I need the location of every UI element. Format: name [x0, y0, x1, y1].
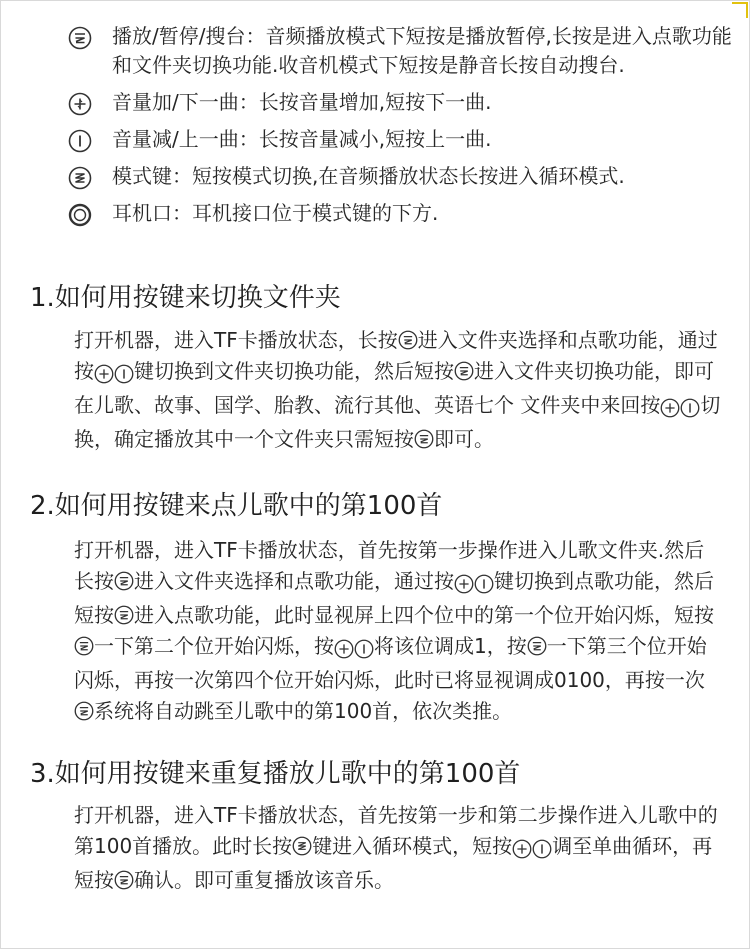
plus-minus-key-pair	[454, 569, 494, 600]
section-body-2	[74, 535, 724, 727]
play-pause-key-icon	[114, 571, 134, 591]
plus-key-icon	[68, 92, 92, 116]
minus-key-icon	[532, 839, 552, 859]
legend-item-mode	[68, 162, 738, 191]
body-text: 一下第三个位开始闪烁，再按一次第四个位开始闪烁，此时已将显视调成0100，再按一次	[74, 634, 707, 692]
plus-key-icon	[94, 364, 114, 384]
plus-key-icon	[512, 839, 532, 859]
section-heading-3: 3.如何用按键来重复播放儿歌中的第100首	[30, 759, 521, 789]
mode-key-icon	[292, 836, 312, 856]
plus-minus-key-pair	[512, 834, 552, 865]
legend-item-play-pause	[68, 22, 738, 80]
play-pause-key-icon	[68, 26, 92, 50]
legend-text: 模式键：短按模式切换,在音频播放状态长按进入循环模式.	[112, 164, 625, 188]
body-text: 切换，确定播放其中一个文件夹只需短按	[74, 393, 721, 451]
legend-item-headphone	[68, 199, 738, 228]
minus-key-icon	[474, 574, 494, 594]
plus-key-icon	[334, 639, 354, 659]
body-text: 打开机器，进入TF卡播放状态，长按	[74, 328, 398, 352]
section-body-1	[74, 325, 724, 455]
body-text: 进入文件夹选择和点歌功能，通过按	[74, 328, 718, 383]
plus-minus-key-pair	[94, 359, 134, 390]
plus-key-icon	[660, 398, 680, 418]
body-text: 将该位调成1，按	[374, 634, 527, 658]
body-text: 进入文件夹切换功能，即可在儿歌、故事、国学、胎教、流行其他、英语七个 文件夹中来回按	[74, 359, 714, 417]
legend-item-volume-down	[68, 125, 738, 154]
legend-text: 耳机口：耳机接口位于模式键的下方.	[112, 201, 439, 225]
legend-text: 音量减/上一曲：长按音量减小,短按上一曲.	[112, 127, 492, 151]
play-pause-key-icon	[414, 429, 434, 449]
mode-key-icon	[68, 166, 92, 190]
legend-item-volume-up	[68, 88, 738, 117]
play-pause-key-icon	[454, 361, 474, 381]
minus-key-icon	[68, 129, 92, 153]
body-text: 进入文件夹选择和点歌功能，通过按	[134, 569, 454, 593]
plus-minus-key-pair	[334, 634, 374, 665]
play-pause-key-icon	[398, 330, 418, 350]
plus-minus-key-pair	[660, 393, 700, 424]
body-text: 即可。	[434, 427, 494, 451]
minus-key-icon	[114, 364, 134, 384]
headphone-jack-icon	[68, 203, 92, 227]
play-pause-key-icon	[74, 701, 94, 721]
play-pause-key-icon	[527, 636, 547, 656]
body-text: 进入点歌功能，此时显视屏上四个位中的第一个位开始闪烁，短按	[134, 603, 714, 627]
body-text: 打开机器，进入TF卡播放状态，首先按第一步和第二步操作进入儿歌中的第100首播放。此时长按	[74, 803, 718, 858]
body-text: 调至单曲循环，再短按	[74, 834, 713, 892]
legend-text: 播放/暂停/搜台：音频播放模式下短按是播放暂停,长按是进入点歌功能和文件夹切换功能.收音机模式下短按是静音长按自动搜台.	[112, 24, 732, 77]
legend-text: 音量加/下一曲：长按音量增加,短按下一曲.	[112, 90, 492, 114]
play-pause-key-icon	[114, 870, 134, 890]
body-text: 键进入循环模式，短按	[312, 834, 513, 858]
minus-key-icon	[354, 639, 374, 659]
section-heading-1: 1.如何用按键来切换文件夹	[30, 283, 341, 313]
body-text: 一下第二个位开始闪烁，按	[94, 634, 334, 658]
body-text: 系统将自动跳至儿歌中的第100首，依次类推。	[94, 699, 513, 723]
key-legend	[68, 22, 738, 236]
body-text: 键切换到点歌功能，然后短按	[74, 569, 714, 627]
play-pause-key-icon	[74, 636, 94, 656]
play-pause-key-icon	[114, 605, 134, 625]
body-text: 确认。即可重复播放该音乐。	[134, 868, 394, 892]
minus-key-icon	[680, 398, 700, 418]
body-text: 键切换到文件夹切换功能，然后短按	[134, 359, 454, 383]
body-text: 打开机器，进入TF卡播放状态，首先按第一步操作进入儿歌文件夹.然后长按	[74, 538, 705, 593]
section-heading-2: 2.如何用按键来点儿歌中的第100首	[30, 491, 443, 521]
section-body-3	[74, 800, 724, 896]
corner-mark	[732, 2, 748, 18]
plus-key-icon	[454, 574, 474, 594]
